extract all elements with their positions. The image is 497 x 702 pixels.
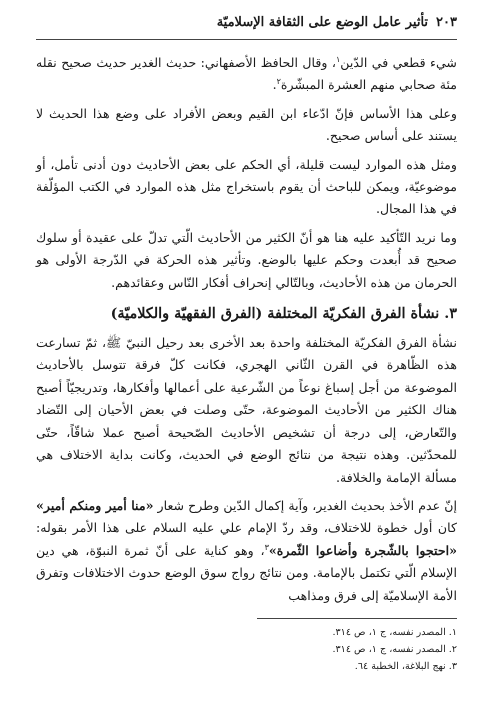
paragraph-text: ، وقال الحافظ الأصفهاني: حديث الغدير حديث صحيح نقله مئة صحابي منهم العشرة المبشّرة xyxy=(36,55,457,93)
section-paragraph-1: نشأة الفرق الفكريّة المختلفة واحدة بعد الأخرى بعد رحيل النبيّ ﷺ، ثمّ تسارعت هذه الظّاهرة في القرن الثّاني الهجري، فكانت كلّ فرقة تتوسل بالأحاديث الموضوعة من أجل إسباغ نوعاً من الشّرعية على أعمالها وأفكارها، وتدريجيّاً أصبح هناك الكثير من الأحاديث الموضوعة، حتّى وصلت في بعض الأحيان إلى التّضاد والتّعارض، إلى درجة أن تشخيص الأحاديث الصّحيحة أصبح عملا شاقّاً، حتّى للمحدّثين. وهذه نتيجة من نتائج الوضع في الحديث، وكانت بداية الاختلاف هي مسألة الإمامة والخلافة. xyxy=(36,335,457,485)
section-heading: ٣. نشأة الفرق الفكريّة المختلفة (الفرق الفقهيّة والكلاميّة) xyxy=(110,305,457,323)
paragraph-3: ومثل هذه الموارد ليست قليلة، أي الحكم على بعض الأحاديث دون أدنى تأمل، أو موضوعيّة، ويمكن للباحث أن يقوم باستخراج مثل هذه الموارد في الكتب المؤلّفة في هذا المجال. xyxy=(36,156,457,217)
page-header xyxy=(36,10,457,34)
footnote-rule xyxy=(257,618,457,619)
header-rule xyxy=(36,39,457,40)
paragraph-text: شيء قطعي في الدّين xyxy=(340,55,457,70)
page-body xyxy=(36,52,457,613)
paragraph-2: وعلى هذا الأساس فإنّ ادّعاء ابن القيم وبعض الأفراد على وضع هذا الحديث لا يستند على أساس صحيح. xyxy=(36,105,457,144)
paragraph-text: إنّ عدم الأخذ بحديث الغدير، وآية إكمال الدّين وطرح شعار xyxy=(153,497,457,513)
page-number: ٢٠٣ xyxy=(436,14,457,30)
footnote-ref[interactable]: ٣ xyxy=(264,542,269,552)
running-title: تأثير عامل الوضع على الثقافة الإسلاميّة xyxy=(216,14,429,30)
paragraph-4: وما نريد التّأكيد عليه هنا هو أنّ الكثير من الأحاديث الّتي تدلّ على عقيدة أو سلوك صحيح قد أُبعدت وحكم عليها بالوضع. وتأثير هذه الحركة في الدّرجة الأولى هو الحرمان من هذه الأحاديث، وبالتّالي إنحراف أفكار النّاس وعقائدهم. xyxy=(36,229,457,290)
quotation: «احتجوا بالشّجرة وأضاعوا الثّمرة» xyxy=(268,542,457,558)
footnote-ref[interactable]: ٢ xyxy=(276,77,281,87)
paragraph-1 xyxy=(36,52,457,97)
quotation: «منا أمير ومنكم أمير» xyxy=(36,497,154,513)
footnote-3: ٣. نهج البلاغة، الخطبة ٦٤. xyxy=(354,661,457,672)
paragraph-text: كان أول خطوة للاختلاف، وقد ردّ الإمام علي عليه السلام على هذا الأمر بقوله: xyxy=(36,520,457,536)
footnote-2: ٢. المصدر نفسه، ج ١، ص ٣١٤. xyxy=(332,644,457,655)
section-paragraph-2 xyxy=(36,495,457,607)
paragraph-text: . xyxy=(272,77,277,93)
footnotes xyxy=(200,624,457,675)
footnote-1: ١. المصدر نفسه، ج ١، ص ٣١٤. xyxy=(332,627,457,638)
paragraph-text: ، وهو كناية على أنّ ثمرة النبوّة، هي دين الإسلام الّتي تكتمل بالإمامة. ومن نتائج رواج سوق الوضع حدوث الاختلافات وتفرق الأمة الإسلاميّة إلى فرق ومذاهب xyxy=(36,542,457,603)
footnote-ref[interactable]: ١ xyxy=(335,54,341,64)
